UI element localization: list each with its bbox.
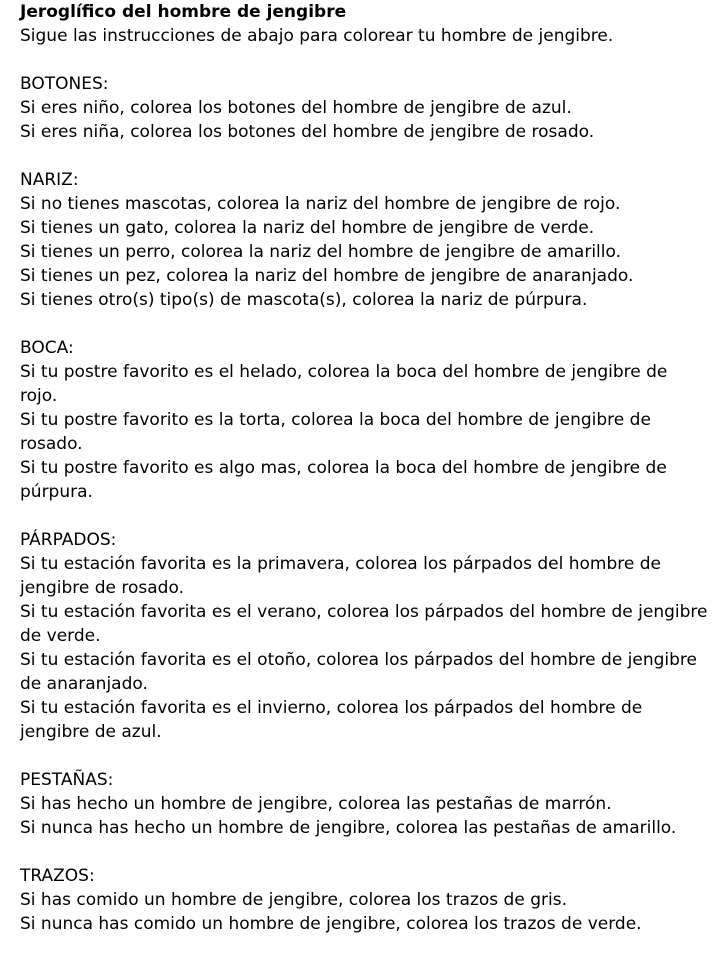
instruction-line: Si has hecho un hombre de jengibre, colorea las pestañas de marrón. xyxy=(20,794,612,814)
instruction-line: Si eres niña, colorea los botones del hombre de jengibre de rosado. xyxy=(20,122,595,142)
instruction-line: Si tienes un perro, colorea la nariz del hombre de jengibre de amarillo. xyxy=(20,242,622,262)
instruction-line: Si tu estación favorita es la primavera, colorea los párpados del hombre de jengibre de rosado. xyxy=(20,554,661,598)
instruction-line: Si tu estación favorita es el invierno, colorea los párpados del hombre de jengibre de azul. xyxy=(20,698,643,742)
instruction-line: Si no tienes mascotas, colorea la nariz del hombre de jengibre de rojo. xyxy=(20,194,621,214)
instruction-line: Si tu postre favorito es la torta, colorea la boca del hombre de jengibre de rosado. xyxy=(20,410,651,454)
section-heading-boca: BOCA: xyxy=(20,338,74,358)
section-heading-parpados: PÁRPADOS: xyxy=(20,530,117,550)
instruction-line: Si tienes otro(s) tipo(s) de mascota(s), colorea la nariz de púrpura. xyxy=(20,290,588,310)
section-heading-pestanas: PESTAÑAS: xyxy=(20,770,114,790)
section-heading-botones: BOTONES: xyxy=(20,74,109,94)
document-page xyxy=(20,0,710,936)
instruction-line: Si tienes un gato, colorea la nariz del hombre de jengibre de verde. xyxy=(20,218,595,238)
document-title: Jeroglífico del hombre de jengibre xyxy=(20,2,347,22)
section-parpados xyxy=(20,528,710,744)
instruction-line: Si tu postre favorito es el helado, colorea la boca del hombre de jengibre de rojo. xyxy=(20,362,668,406)
instruction-line: Si tu estación favorita es el otoño, colorea los párpados del hombre de jengibre de anaranjado. xyxy=(20,650,698,694)
section-botones xyxy=(20,72,710,144)
instruction-line: Si tu postre favorito es algo mas, colorea la boca del hombre de jengibre de púrpura. xyxy=(20,458,667,502)
instruction-line: Si nunca has comido un hombre de jengibre, colorea los trazos de verde. xyxy=(20,914,642,934)
section-boca xyxy=(20,336,710,504)
section-trazos xyxy=(20,864,710,936)
instruction-line: Si eres niño, colorea los botones del hombre de jengibre de azul. xyxy=(20,98,572,118)
intro-text: Sigue las instrucciones de abajo para colorear tu hombre de jengibre. xyxy=(20,26,614,46)
section-heading-nariz: NARIZ: xyxy=(20,170,79,190)
instruction-line: Si has comido un hombre de jengibre, colorea los trazos de gris. xyxy=(20,890,567,910)
instruction-line: Si nunca has hecho un hombre de jengibre, colorea las pestañas de amarillo. xyxy=(20,818,677,838)
instruction-line: Si tienes un pez, colorea la nariz del hombre de jengibre de anaranjado. xyxy=(20,266,634,286)
section-pestanas xyxy=(20,768,710,840)
instruction-line: Si tu estación favorita es el verano, colorea los párpados del hombre de jengibre de verde. xyxy=(20,602,708,646)
section-heading-trazos: TRAZOS: xyxy=(20,866,95,886)
section-nariz xyxy=(20,168,710,312)
